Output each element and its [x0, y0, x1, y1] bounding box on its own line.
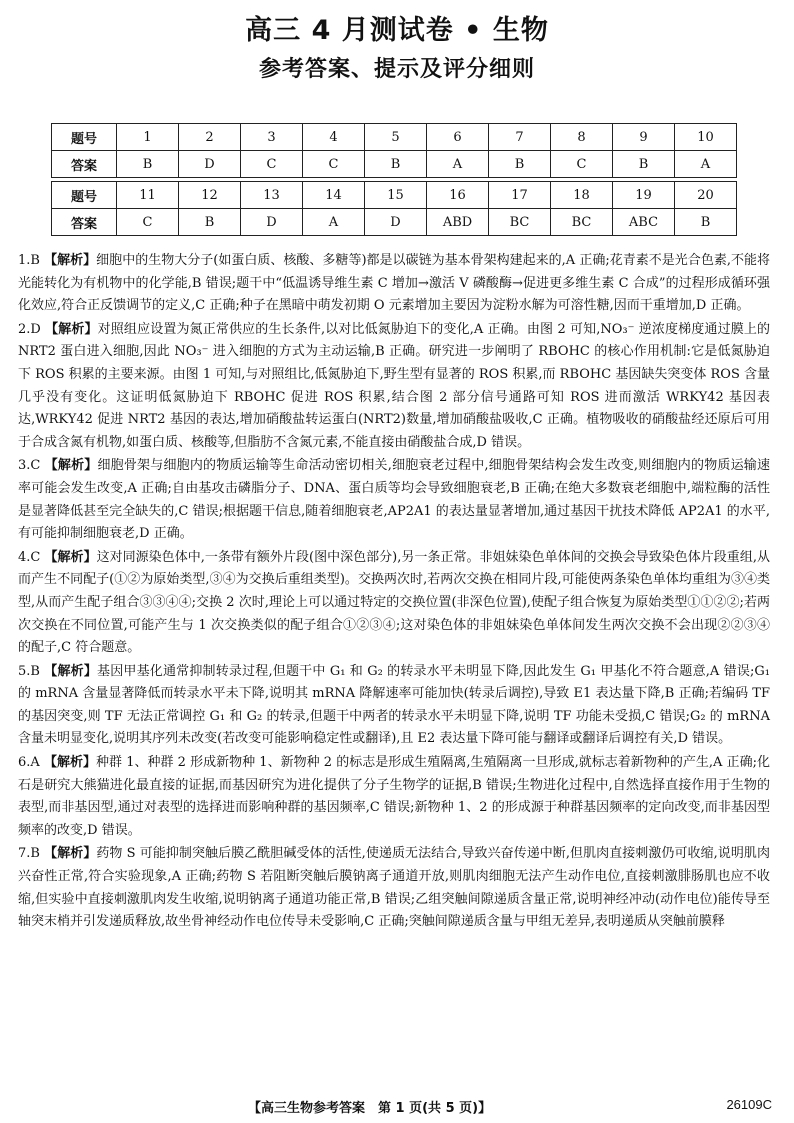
- explanation-item-1: [18, 250, 770, 318]
- question-number: 8: [551, 124, 613, 151]
- answer-cell: ABC: [613, 209, 675, 236]
- question-number: 18: [551, 182, 613, 209]
- analysis-tag: 【解析】: [44, 549, 97, 565]
- page-title: 高三 4 月测试卷 • 生物: [245, 15, 549, 46]
- analysis-tag: 【解析】: [43, 755, 97, 771]
- item-number: 5.B: [18, 663, 40, 679]
- answer-cell: BC: [489, 209, 551, 236]
- explanation-body: [18, 250, 770, 935]
- explanation-item-7: [18, 843, 770, 933]
- question-number: 19: [613, 182, 675, 209]
- analysis-tag: 【解析】: [45, 321, 98, 337]
- analysis-tag: 【解析】: [44, 663, 98, 679]
- answer-cell: A: [675, 151, 737, 178]
- question-number: 13: [241, 182, 303, 209]
- footer-code: 26109C: [726, 1097, 772, 1112]
- answer-cell: D: [241, 209, 303, 236]
- item-number: 1.B: [18, 253, 40, 268]
- question-number: 1: [117, 124, 179, 151]
- row-label-question: 题号: [52, 182, 117, 209]
- answer-cell: B: [613, 151, 675, 178]
- answer-cell: B: [675, 209, 737, 236]
- table-row: [52, 151, 737, 178]
- question-number: 3: [241, 124, 303, 151]
- question-number: 4: [303, 124, 365, 151]
- item-text: 细胞中的生物大分子(如蛋白质、核酸、多糖等)都是以碳链为基本骨架构建起来的,A 正确;花青素不是光合色素,不能将光能转化为有机物中的化学能,B 错误;题干中“低温诱导维生素 C 增加→激活 V 磷酸酶→促进更多维生素 C 合成”的过程形成循环强化效应,符合正反馈调节的定义,C 正确;种子在黑暗中萌发初期 O 元素增加主要因为淀粉水解为可溶性糖,因而干重增加,D 正确。: [18, 253, 770, 314]
- row-label-answer: 答案: [52, 209, 117, 236]
- footer-page-info: 【高三生物参考答案 第 1 页(共 5 页)】: [248, 1101, 492, 1116]
- item-number: 3.C: [18, 458, 41, 474]
- item-text: 种群 1、种群 2 形成新物种 1、新物种 2 的标志是形成生殖隔离,生殖隔离一旦形成,就标志着新物种的产生,A 正确;化石是研究大熊猫进化最直接的证据,而基因研究为进化提供了分子生物学的证据,B 错误;生物进化过程中,自然选择直接作用于生物的表型,而非基因型,通过对表型的选择进而影响种群的基因频率,C 错误;新物种 1、2 的形成源于种群基因频率的定向改变,而非基因型频率的改变,D 错误。: [18, 755, 770, 838]
- question-number: 17: [489, 182, 551, 209]
- question-number: 20: [675, 182, 737, 209]
- answer-cell: D: [365, 209, 427, 236]
- analysis-tag: 【解析】: [44, 253, 97, 268]
- item-text: 这对同源染色体中,一条带有额外片段(图中深色部分),另一条正常。非姐妹染色单体间的交换会导致染色体片段重组,从而产生不同配子(①②为原始类型,③④为交换后重组类型)。交换两次时,若两次交换在相同片段,可能使两条染色单体均重组为③④类型,从而产生配子组合③③④④;交换 2 次时,理论上可以通过特定的交换位置(非深色位置),使配子组合恢复为原始类型①①②②;若两次交换在不同位置,可能产生与 1 次交换类似的配子组合①②③④;这对染色体的非姐妹染色单体间发生两次交换不会出现②②③④的配子,C 符合题意。: [18, 549, 770, 656]
- answer-cell: B: [179, 209, 241, 236]
- answer-cell: C: [303, 151, 365, 178]
- question-number: 15: [365, 182, 427, 209]
- question-number: 9: [613, 124, 675, 151]
- table-row: [52, 209, 737, 236]
- question-number: 10: [675, 124, 737, 151]
- table-row: [52, 182, 737, 209]
- question-number: 2: [179, 124, 241, 151]
- question-number: 7: [489, 124, 551, 151]
- item-number: 6.A: [18, 755, 40, 771]
- row-label-question: 题号: [52, 124, 117, 151]
- table-row: [52, 124, 737, 151]
- row-label-answer: 答案: [52, 151, 117, 178]
- item-number: 7.B: [18, 846, 40, 862]
- answer-cell: C: [117, 209, 179, 236]
- item-text: 对照组应设置为氮正常供应的生长条件,以对比低氮胁迫下的变化,A 正确。由图 2 可知,NO₃⁻ 逆浓度梯度通过膜上的 NRT2 蛋白进入细胞,因此 NO₃⁻ 进入细胞的方式为主动运输,B 正确。研究进一步阐明了 RBOHC 的核心作用机制:它是低氮胁迫下 ROS 积累的主要来源。由图 1 可知,与对照组比,低氮胁迫下,野生型有显著的 ROS 积累,而 RBOHC 基因缺失突变体 ROS 含量几乎没有变化。这证明低氮胁迫下 RBOHC 促进 ROS 积累,结合图 2 部分信号通路可知 ROS 进而激活 WRKY42 基因表达,WRKY42 促进 NRT2 基因的表达,增加硝酸盐转运蛋白(NRT2)数量,增加硝酸盐吸收,C 正确。植物吸收的硝酸盐经还原后可用于合成含氮有机物,如蛋白质、核酸等,但脂肪不含氮元素,不能直接由硝酸盐合成,D 错误。: [18, 321, 770, 450]
- question-number: 12: [179, 182, 241, 209]
- explanation-item-2: [18, 319, 770, 455]
- question-number: 5: [365, 124, 427, 151]
- answer-cell: C: [551, 151, 613, 178]
- answer-cell: C: [241, 151, 303, 178]
- explanation-item-3: [18, 455, 770, 545]
- answer-cell: B: [489, 151, 551, 178]
- answer-cell: D: [179, 151, 241, 178]
- answer-cell: A: [303, 209, 365, 236]
- analysis-tag: 【解析】: [44, 846, 97, 862]
- analysis-tag: 【解析】: [44, 458, 98, 474]
- question-number: 11: [117, 182, 179, 209]
- answer-cell: BC: [551, 209, 613, 236]
- explanation-item-6: [18, 752, 770, 842]
- question-number: 16: [427, 182, 489, 209]
- question-number: 14: [303, 182, 365, 209]
- answer-cell: B: [365, 151, 427, 178]
- item-number: 4.C: [18, 549, 41, 565]
- explanation-item-5: [18, 661, 770, 751]
- page-subtitle: 参考答案、提示及评分细则: [258, 57, 535, 82]
- item-text: 药物 S 可能抑制突触后膜乙酰胆碱受体的活性,使递质无法结合,导致兴奋传递中断,但肌肉直接刺激仍可收缩,说明肌肉兴奋性正常,符合实验现象,A 正确;药物 S 若阻断突触后膜钠离子通道开放,则肌肉细胞无法产生动作电位,直接刺激腓肠肌也应不收缩,但实验中直接刺激肌肉发生收缩,说明钠离子通道功能正常,B 错误;乙组突触间隙递质含量正常,说明神经冲动(动作电位)能传导至轴突末梢并引发递质释放,故坐骨神经动作电位传导未受影响,C 正确;突触间隙递质含量与甲组无差异,表明递质从突触前膜释: [18, 846, 770, 930]
- answer-cell: A: [427, 151, 489, 178]
- item-text: 细胞骨架与细胞内的物质运输等生命活动密切相关,细胞衰老过程中,细胞骨架结构会发生改变,则细胞内的物质运输速率可能会发生改变,A 正确;自由基攻击磷脂分子、DNA、蛋白质等均会导致细胞衰老,B 正确;在绝大多数衰老细胞中,端粒酶的活性是显著降低甚至完全缺失的,C 错误;根据题干信息,随着细胞衰老,AP2A1 的表达量显著增加,通过基因干扰技术降低 AP2A1 的水平,有可能抑制细胞衰老,D 正确。: [18, 458, 770, 542]
- question-number: 6: [427, 124, 489, 151]
- answer-table: [51, 123, 737, 236]
- explanation-item-4: [18, 547, 770, 660]
- answer-cell: B: [117, 151, 179, 178]
- item-text: 基因甲基化通常抑制转录过程,但题干中 G₁ 和 G₂ 的转录水平未明显下降,因此发生 G₁ 甲基化不符合题意,A 错误;G₁ 的 mRNA 含量显著降低而转录水平未下降,说明其 mRNA 降解速率可能加快(转录后调控),导致 E1 表达量下降,B 正确;若编码 TF 的基因突变,则 TF 无法正常调控 G₁ 和 G₂ 的转录,但题干中两者的转录水平未明显下降,说明 TF 功能未受损,C 错误;G₂ 的 mRNA 含量未明显变化,说明其序列未改变(若改变可能影响稳定性或翻译),且 E2 表达量下降可能与翻译或翻译后调控有关,D 错误。: [18, 663, 770, 747]
- item-number: 2.D: [18, 321, 41, 337]
- answer-cell: ABD: [427, 209, 489, 236]
